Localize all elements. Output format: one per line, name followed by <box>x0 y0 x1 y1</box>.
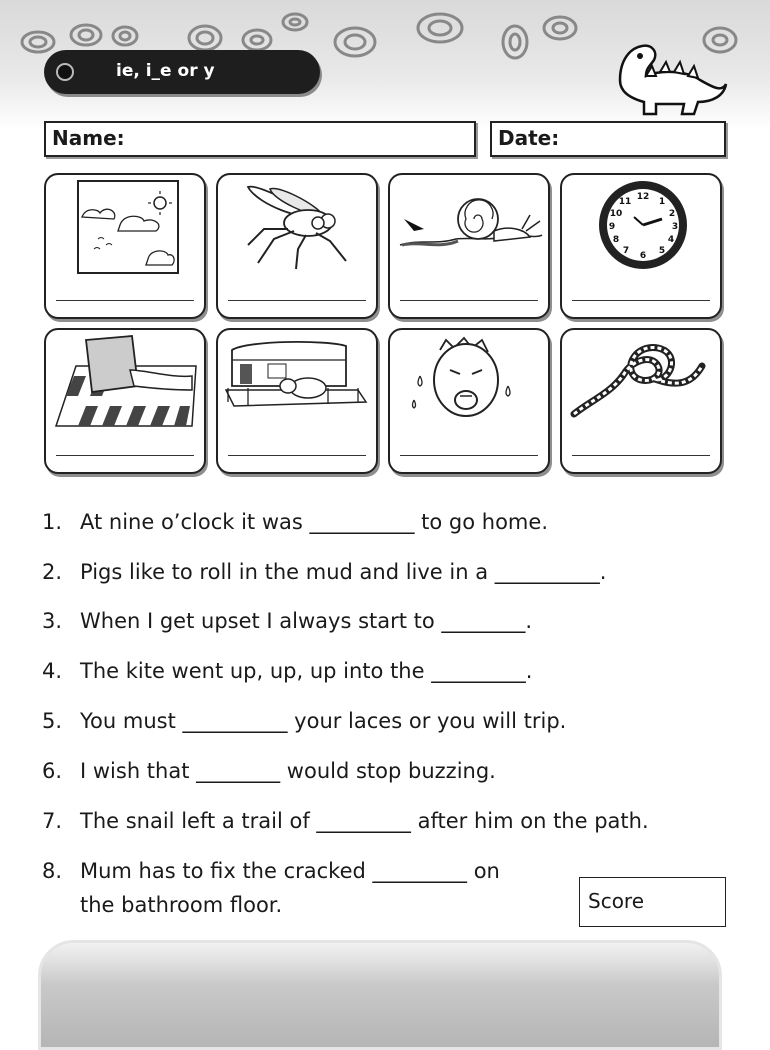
question-number: 8. <box>42 859 63 883</box>
svg-text:3: 3 <box>671 222 679 232</box>
question-number: 6. <box>42 759 63 783</box>
question-text: The snail left a trail of _________ after him on the path. <box>80 809 649 833</box>
picture-card-8 <box>560 328 722 474</box>
answer-line[interactable] <box>572 455 710 456</box>
svg-text:4: 4 <box>667 235 675 245</box>
answer-line[interactable] <box>228 455 366 456</box>
svg-text:9: 9 <box>608 222 616 232</box>
score-label: Score <box>588 889 645 913</box>
answer-line[interactable] <box>228 300 366 301</box>
title-tab <box>44 50 320 94</box>
question-text-line2: the bathroom floor. <box>80 893 283 917</box>
question-text: You must __________ your laces or you will trip. <box>80 709 567 733</box>
name-label: Name: <box>52 126 125 150</box>
bullet-icon <box>56 63 74 81</box>
question-number: 2. <box>42 560 63 584</box>
footer-band <box>38 940 722 1050</box>
picture-card-7 <box>388 328 550 474</box>
question-number: 5. <box>42 709 63 733</box>
svg-text:7: 7 <box>622 246 630 256</box>
picture-card-1 <box>44 173 206 319</box>
svg-text:6: 6 <box>639 251 647 261</box>
date-label: Date: <box>498 126 560 150</box>
question-number: 7. <box>42 809 63 833</box>
question-text: Mum has to fix the cracked _________ on <box>80 859 500 883</box>
question-number: 1. <box>42 510 63 534</box>
question-text: The kite went up, up, up into the _________. <box>80 659 533 683</box>
answer-line[interactable] <box>572 300 710 301</box>
question-text: At nine o’clock it was __________ to go home. <box>80 510 548 534</box>
answer-line[interactable] <box>56 300 194 301</box>
picture-card-2 <box>216 173 378 319</box>
question-text: When I get upset I always start to ________. <box>80 609 533 633</box>
date-field[interactable] <box>490 121 726 157</box>
dinosaur-mascot-icon <box>590 30 730 120</box>
picture-card-4 <box>560 173 722 319</box>
svg-text:8: 8 <box>612 235 620 245</box>
question-number: 3. <box>42 609 63 633</box>
svg-text:5: 5 <box>658 246 666 256</box>
svg-text:11: 11 <box>618 197 632 207</box>
svg-text:1: 1 <box>658 197 666 207</box>
picture-card-6 <box>216 328 378 474</box>
worksheet-title: ie, i_e or y <box>116 61 215 81</box>
svg-text:10: 10 <box>609 209 623 219</box>
svg-text:2: 2 <box>668 209 676 219</box>
score-box[interactable] <box>579 877 726 927</box>
svg-text:12: 12 <box>636 192 650 202</box>
answer-line[interactable] <box>56 455 194 456</box>
question-text: I wish that ________ would stop buzzing. <box>80 759 496 783</box>
question-text: Pigs like to roll in the mud and live in a __________. <box>80 560 607 584</box>
answer-line[interactable] <box>400 455 538 456</box>
name-field[interactable] <box>44 121 476 157</box>
picture-card-5 <box>44 328 206 474</box>
picture-card-3 <box>388 173 550 319</box>
question-number: 4. <box>42 659 63 683</box>
answer-line[interactable] <box>400 300 538 301</box>
